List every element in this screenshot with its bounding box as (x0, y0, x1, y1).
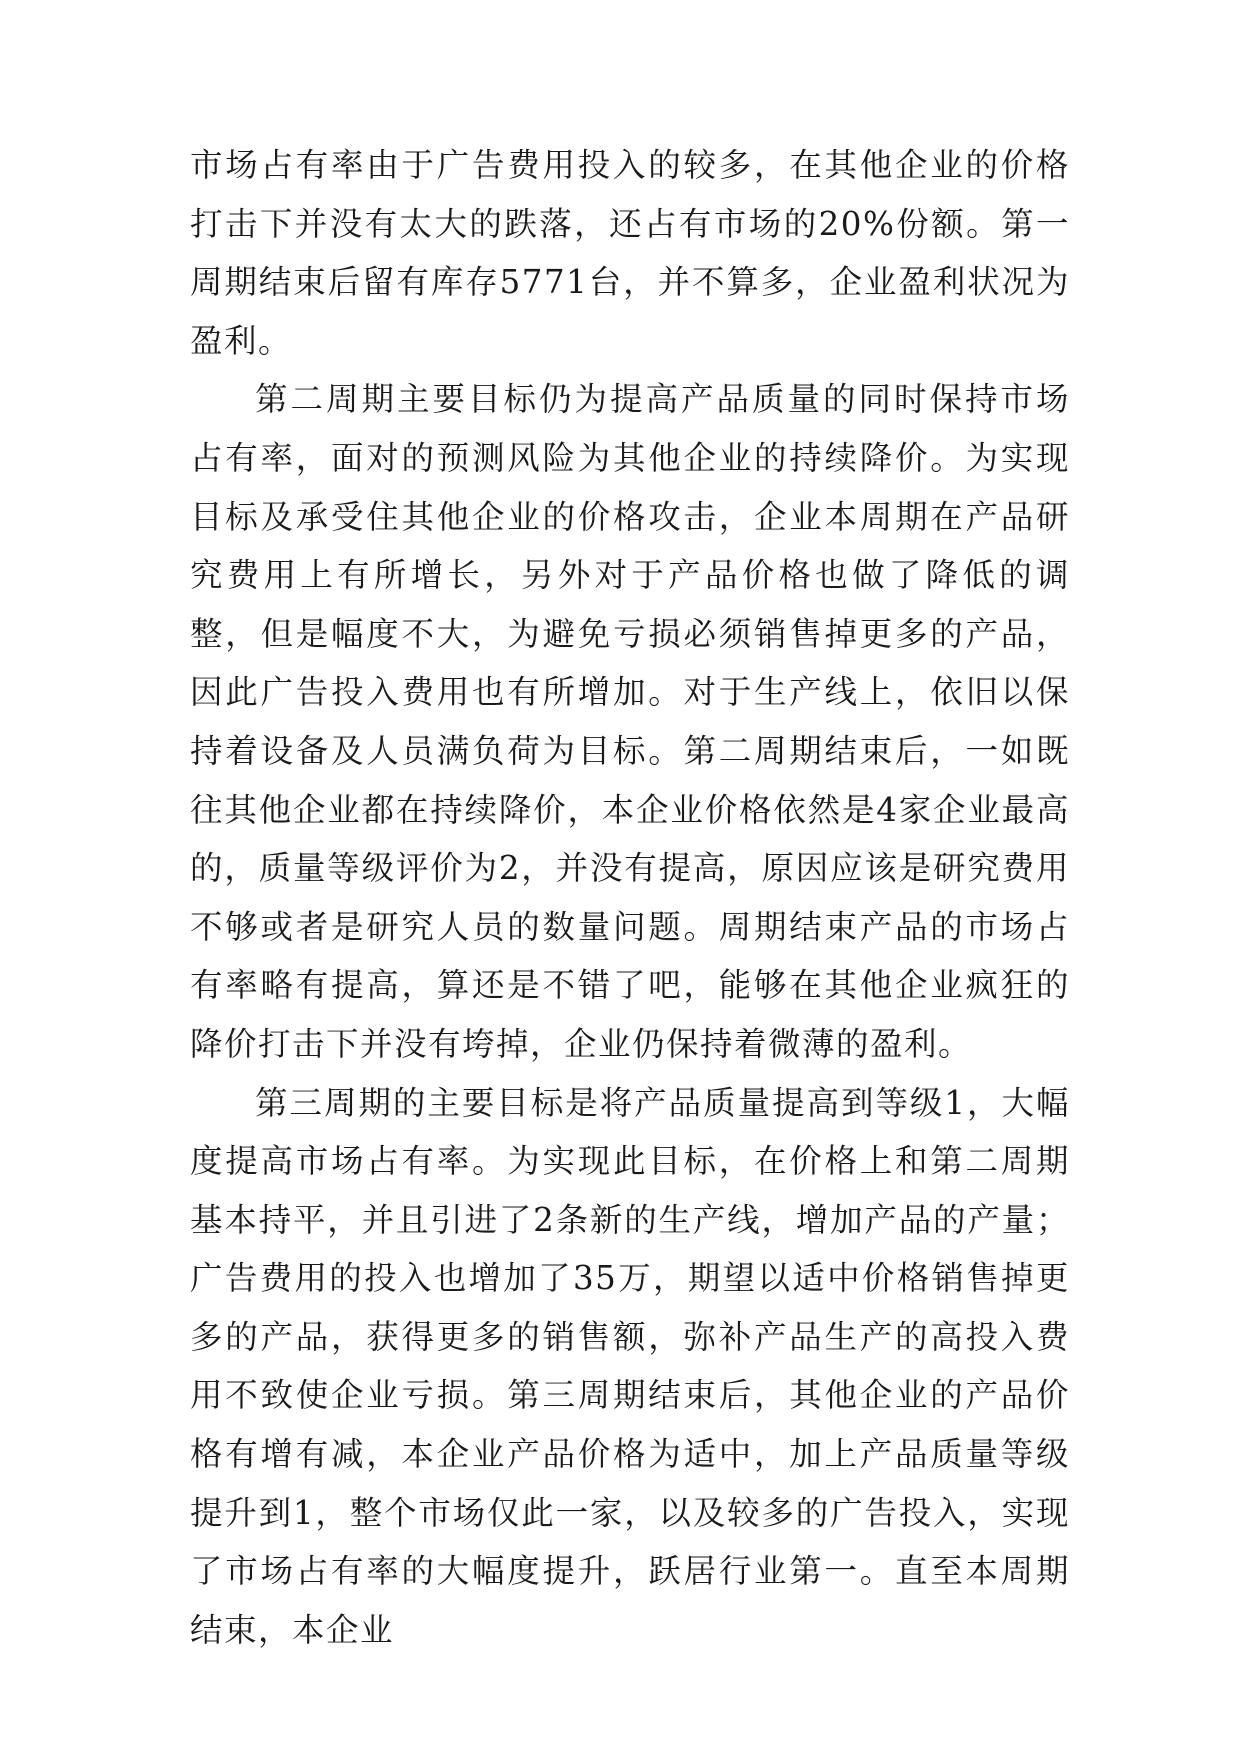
paragraph-continued: 市场占有率由于广告费用投入的较多，在其他企业的价格打击下并没有太大的跌落，还占有市场的20%份额。第一周期结束后留有库存5771台，并不算多，企业盈利状况为盈利。 (190, 146, 1070, 360)
paragraph-third-period: 第三周期的主要目标是将产品质量提高到等级1，大幅度提高市场占有率。为实现此目标，在价格上和第二周期基本持平，并且引进了2条新的生产线，增加产品的产量；广告费用的投入也增加了35万，期望以适中价格销售掉更多的产品，获得更多的销售额，弥补产品生产的高投入费用不致使企业亏损。第三周期结束后，其他企业的产品价格有增有减，本企业产品价格为适中，加上产品质量等级提升到1，整个市场仅此一家，以及较多的广告投入，实现了市场占有率的大幅度提升，跃居行业第一。直至本周期结束，本企业 (190, 1083, 1070, 1649)
body-text (190, 136, 1070, 1659)
paragraph-second-period: 第二周期主要目标仍为提高产品质量的同时保持市场占有率，面对的预测风险为其他企业的持续降价。为实现目标及承受住其他企业的价格攻击，企业本周期在产品研究费用上有所增长，另外对于产品价格也做了降低的调整，但是幅度不大，为避免亏损必须销售掉更多的产品，因此广告投入费用也有所增加。对于生产线上，依旧以保持着设备及人员满负荷为目标。第二周期结束后，一如既往其他企业都在持续降价，本企业价格依然是4家企业最高的，质量等级评价为2，并没有提高，原因应该是研究费用不够或者是研究人员的数量问题。周期结束产品的市场占有率略有提高，算还是不错了吧，能够在其他企业疯狂的降价打击下并没有垮掉，企业仍保持着微薄的盈利。 (190, 380, 1070, 1063)
